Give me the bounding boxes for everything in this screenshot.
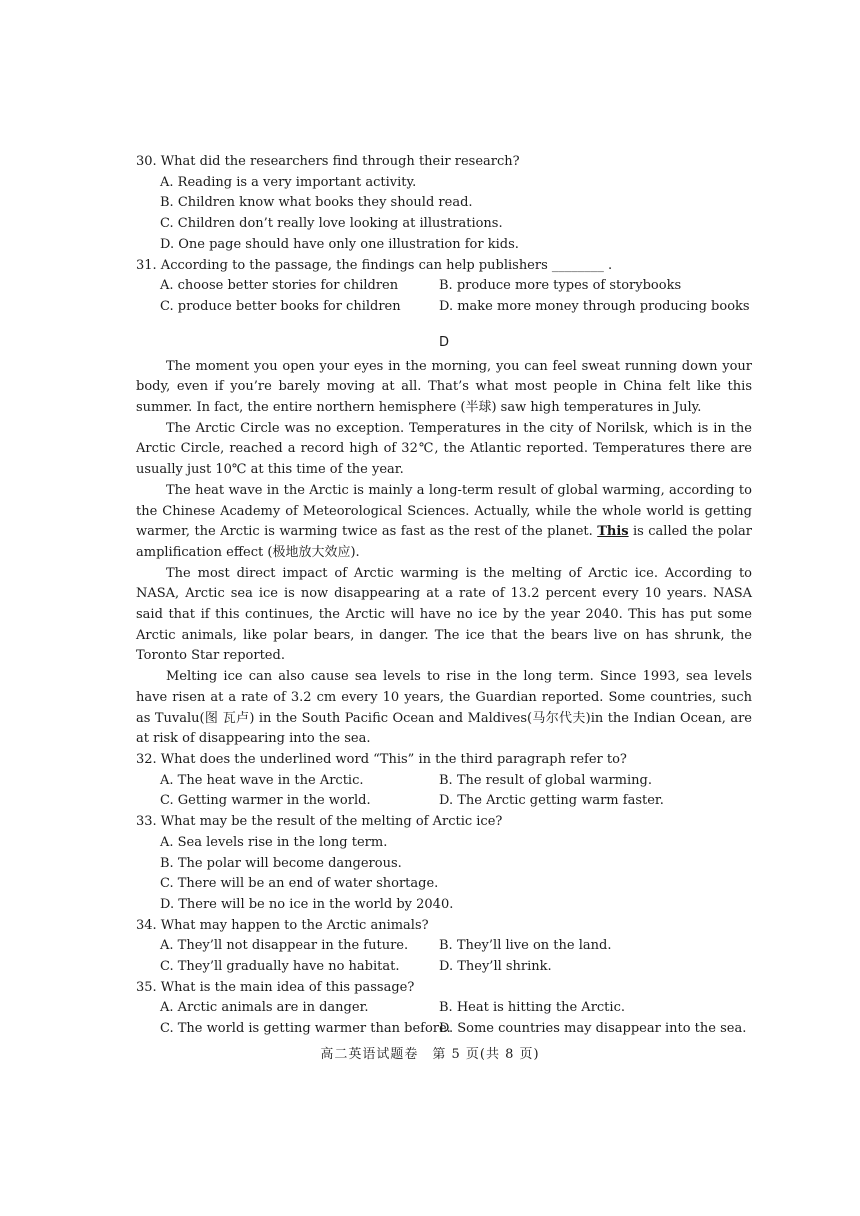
option-a: A. Arctic animals are in danger. <box>160 1000 369 1016</box>
passage-paragraph: The moment you open your eyes in the morning, you can feel sweat running down your body, even if you’re barely moving at all. That’s what most people in China felt like this summer. In fact, the entire northern hemisphere (半球) saw high temperatures in July. <box>136 358 752 416</box>
option-c: C. They’ll gradually have no habitat. <box>160 959 400 975</box>
option-row <box>136 771 752 792</box>
option-row <box>136 1019 752 1040</box>
option-a: A. The heat wave in the Arctic. <box>160 772 364 788</box>
option-c: C. The world is getting warmer than before. <box>160 1021 451 1037</box>
option-b: B. The polar will become dangerous. <box>160 855 402 871</box>
option-row <box>136 791 752 812</box>
question-stem: 34. What may happen to the Arctic animals? <box>136 917 429 933</box>
question-32 <box>136 750 752 812</box>
question-30 <box>136 152 752 256</box>
option-row <box>136 276 752 297</box>
passage-paragraph: The most direct impact of Arctic warming is the melting of Arctic ice. According to NASA, Arctic sea ice is now disappearing at a rate of 13.2 percent every 10 years. NASA said that if this continues, the Arctic will have no ice by the year 2040. This has put some Arctic animals, like polar bears, in danger. The ice that the bears live on has shrunk, the Toronto Star reported. <box>136 565 752 664</box>
question-31 <box>136 256 752 318</box>
option-d: D. The Arctic getting warm faster. <box>439 793 664 809</box>
paragraph-text: The heat wave in the Arctic is mainly a long-term result of global warming, according to the Chinese Academy of Meteorological Sciences. Actually, while the whole world is getting warmer, the Arctic is warming twice as fast as the rest of the planet. <box>136 482 752 540</box>
option-d: D. There will be no ice in the world by 2040. <box>160 896 454 912</box>
option-row <box>136 297 752 318</box>
question-stem: 35. What is the main idea of this passage? <box>136 979 415 995</box>
option-d: D. One page should have only one illustration for kids. <box>160 236 519 252</box>
question-stem: 33. What may be the result of the melting of Arctic ice? <box>136 814 503 830</box>
option-row <box>136 957 752 978</box>
option-a: A. Sea levels rise in the long term. <box>160 834 388 850</box>
option-a: A. They’ll not disappear in the future. <box>160 938 409 954</box>
question-34 <box>136 916 752 978</box>
option-c: C. There will be an end of water shortage. <box>160 876 439 892</box>
question-stem: 30. What did the researchers find through their research? <box>136 154 520 169</box>
option-d: D. Some countries may disappear into the sea. <box>439 1021 747 1037</box>
question-stem: 31. According to the passage, the findings can help publishers ________ . <box>136 257 613 273</box>
underlined-word: This <box>597 524 629 540</box>
passage <box>136 357 752 750</box>
option-row <box>136 998 752 1019</box>
question-35 <box>136 978 752 1040</box>
option-b: B. produce more types of storybooks <box>439 278 682 294</box>
option-d: D. They’ll shrink. <box>439 959 552 975</box>
option-c: C. Getting warmer in the world. <box>160 793 371 809</box>
passage-paragraph <box>136 481 752 564</box>
option-a: A. choose better stories for children <box>160 278 399 294</box>
question-33 <box>136 812 752 916</box>
option-d: D. make more money through producing books <box>439 298 750 314</box>
page-footer: 高二英语试题卷 第 5 页(共 8 页) <box>320 1047 540 1062</box>
section-label: D <box>438 334 449 350</box>
option-c: C. Children don’t really love looking at illustrations. <box>160 216 503 232</box>
passage-paragraph: Melting ice can also cause sea levels to rise in the long term. Since 1993, sea levels have risen at a rate of 3.2 cm every 10 years, the Guardian reported. Some countries, such as Tuvalu(图 瓦卢) in the South Pacific Ocean and Maldives(马尔代夫)in the Indian Ocean, are at risk of disappearing into the sea. <box>136 669 752 747</box>
option-b: B. Heat is hitting the Arctic. <box>439 1000 625 1016</box>
option-b: B. The result of global warming. <box>439 772 652 788</box>
passage-paragraph: The Arctic Circle was no exception. Temperatures in the city of Norilsk, which is in the Arctic Circle, reached a record high of 32℃, the Atlantic reported. Temperatures there are usually just 10℃ at this time of the year. <box>136 420 752 478</box>
option-a: A. Reading is a very important activity. <box>160 174 417 190</box>
option-c: C. produce better books for children <box>160 298 401 314</box>
paragraph-text: is called the polar amplification effect (极地放大效应). <box>136 524 753 560</box>
option-row <box>136 936 752 957</box>
exam-page <box>136 152 752 1040</box>
option-b: B. Children know what books they should read. <box>160 195 473 211</box>
option-b: B. They’ll live on the land. <box>439 938 612 954</box>
question-stem: 32. What does the underlined word “This” in the third paragraph refer to? <box>136 751 627 767</box>
